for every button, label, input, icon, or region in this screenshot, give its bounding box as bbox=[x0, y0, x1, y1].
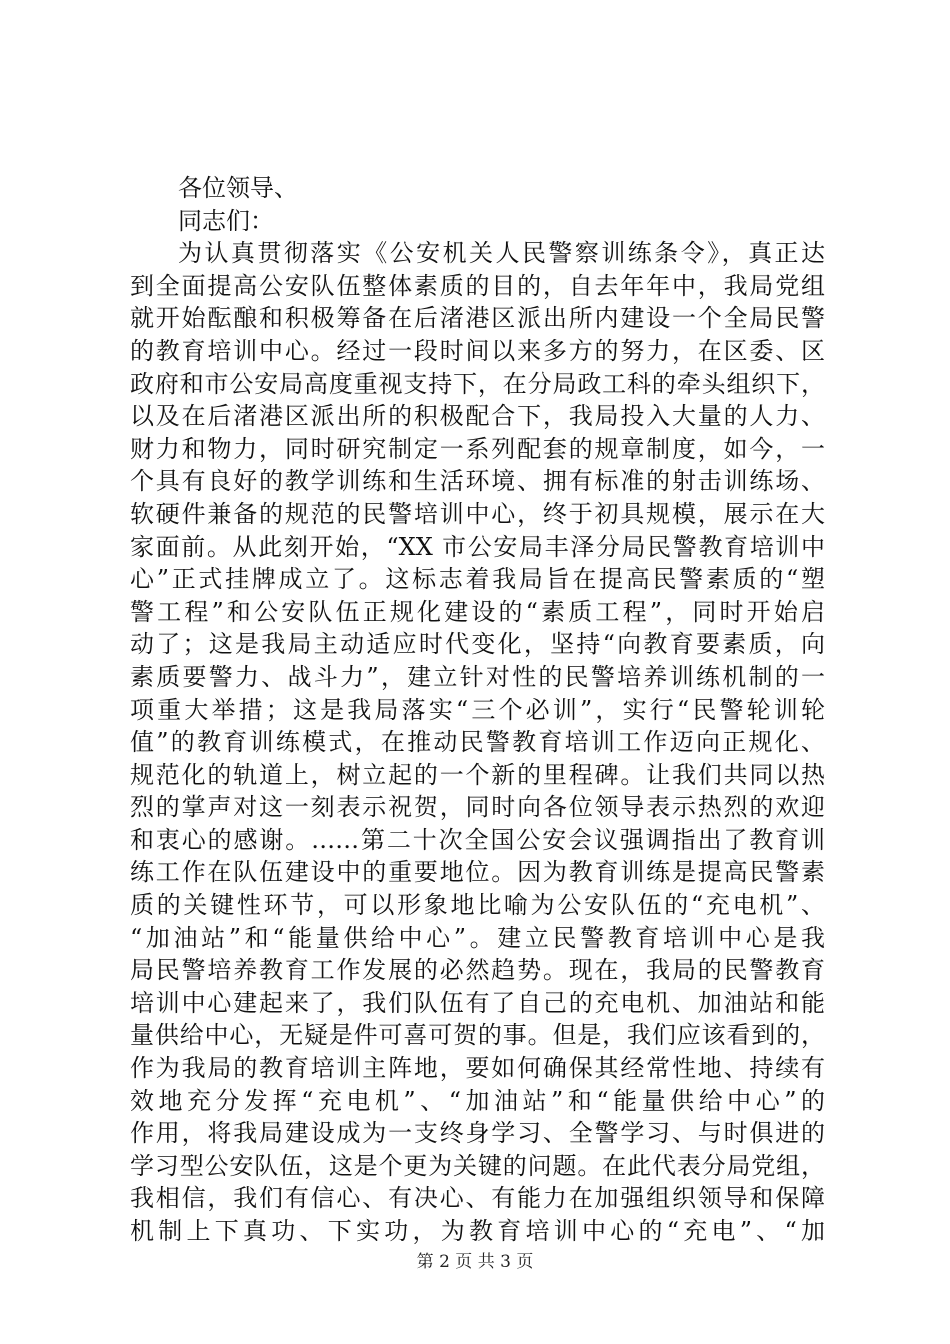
paragraph-line: 警工程”和公安队伍正规化建设的“素质工程”，同时开始启 bbox=[130, 597, 825, 626]
paragraph-line: 规范化的轨道上，树立起的一个新的里程碑。让我们共同以热 bbox=[130, 760, 825, 789]
paragraph-line: 烈的掌声对这一刻表示祝贺，同时向各位领导表示热烈的欢迎 bbox=[130, 793, 825, 822]
paragraph-line: 值”的教育训练模式，在推动民警教育培训工作迈向正规化、 bbox=[130, 728, 825, 757]
paragraph-line: “加油站”和“能量供给中心”。建立民警教育培训中心是我 bbox=[130, 923, 825, 952]
paragraph-line: 动了；这是我局主动适应时代变化，坚持“向教育要素质，向 bbox=[130, 630, 825, 659]
paragraph-line: 为认真贯彻落实《公安机关人民警察训练条令》，真正达 bbox=[178, 239, 825, 268]
paragraph-line: 培训中心建起来了，我们队伍有了自己的充电机、加油站和能 bbox=[130, 988, 825, 1017]
document-body bbox=[130, 172, 825, 1248]
paragraph-line: 的教育培训中心。经过一段时间以来多方的努力，在区委、区 bbox=[130, 336, 825, 365]
paragraph-line: 机制上下真功、下实功，为教育培训中心的“充电”、“加 bbox=[130, 1217, 825, 1245]
paragraph-line: 政府和市公安局高度重视支持下，在分局政工科的牵头组织下， bbox=[130, 369, 825, 398]
greeting-line: 各位领导、 bbox=[178, 174, 298, 202]
paragraph-line: 素质要警力、战斗力”，建立针对性的民警培养训练机制的一 bbox=[130, 662, 825, 691]
paragraph-line: 和衷心的感谢。……第二十次全国公安会议强调指出了教育训 bbox=[130, 825, 825, 854]
paragraph-line: 作为我局的教育培训主阵地，要如何确保其经常性地、持续有 bbox=[130, 1054, 825, 1083]
paragraph-line: 质的关键性环节，可以形象地比喻为公安队伍的“充电机”、 bbox=[130, 891, 825, 920]
paragraph-line: 学习型公安队伍，这是个更为关键的问题。在此代表分局党组， bbox=[130, 1151, 825, 1180]
paragraph-line: 软硬件兼备的规范的民警培训中心，终于初具规模，展示在大 bbox=[130, 499, 825, 528]
paragraph-line: 局民警培养教育工作发展的必然趋势。现在，我局的民警教育 bbox=[130, 956, 825, 985]
greeting-line: 同志们： bbox=[178, 206, 274, 235]
paragraph-line: 作用，将我局建设成为一支终身学习、全警学习、与时俱进的 bbox=[130, 1119, 825, 1148]
paragraph-line: 效地充分发挥“充电机”、“加油站”和“能量供给中心”的 bbox=[130, 1086, 825, 1115]
paragraph-line: 项重大举措；这是我局落实“三个必训”，实行“民警轮训轮 bbox=[130, 695, 825, 724]
paragraph-line: 家面前。从此刻开始，“XX 市公安局丰泽分局民警教育培训中 bbox=[130, 532, 825, 561]
paragraph-line: 个具有良好的教学训练和生活环境、拥有标准的射击训练场、 bbox=[130, 467, 825, 496]
paragraph-line: 以及在后渚港区派出所的积极配合下，我局投入大量的人力、 bbox=[130, 402, 825, 431]
paragraph-line: 就开始酝酿和积极筹备在后渚港区派出所内建设一个全局民警 bbox=[130, 304, 825, 333]
paragraph-line: 量供给中心，无疑是件可喜可贺的事。但是，我们应该看到的， bbox=[130, 1021, 825, 1050]
paragraph-line: 财力和物力，同时研究制定一系列配套的规章制度，如今，一 bbox=[130, 434, 825, 463]
page-number-footer: 第 2 页 共 3 页 bbox=[416, 1252, 534, 1272]
paragraph-line: 练工作在队伍建设中的重要地位。因为教育训练是提高民警素 bbox=[130, 858, 825, 887]
paragraph-line: 我相信，我们有信心、有决心、有能力在加强组织领导和保障 bbox=[130, 1184, 825, 1213]
paragraph-line: 到全面提高公安队伍整体素质的目的，自去年年中，我局党组 bbox=[130, 271, 825, 300]
paragraph-line: 心”正式挂牌成立了。这标志着我局旨在提高民警素质的“塑 bbox=[130, 565, 825, 594]
